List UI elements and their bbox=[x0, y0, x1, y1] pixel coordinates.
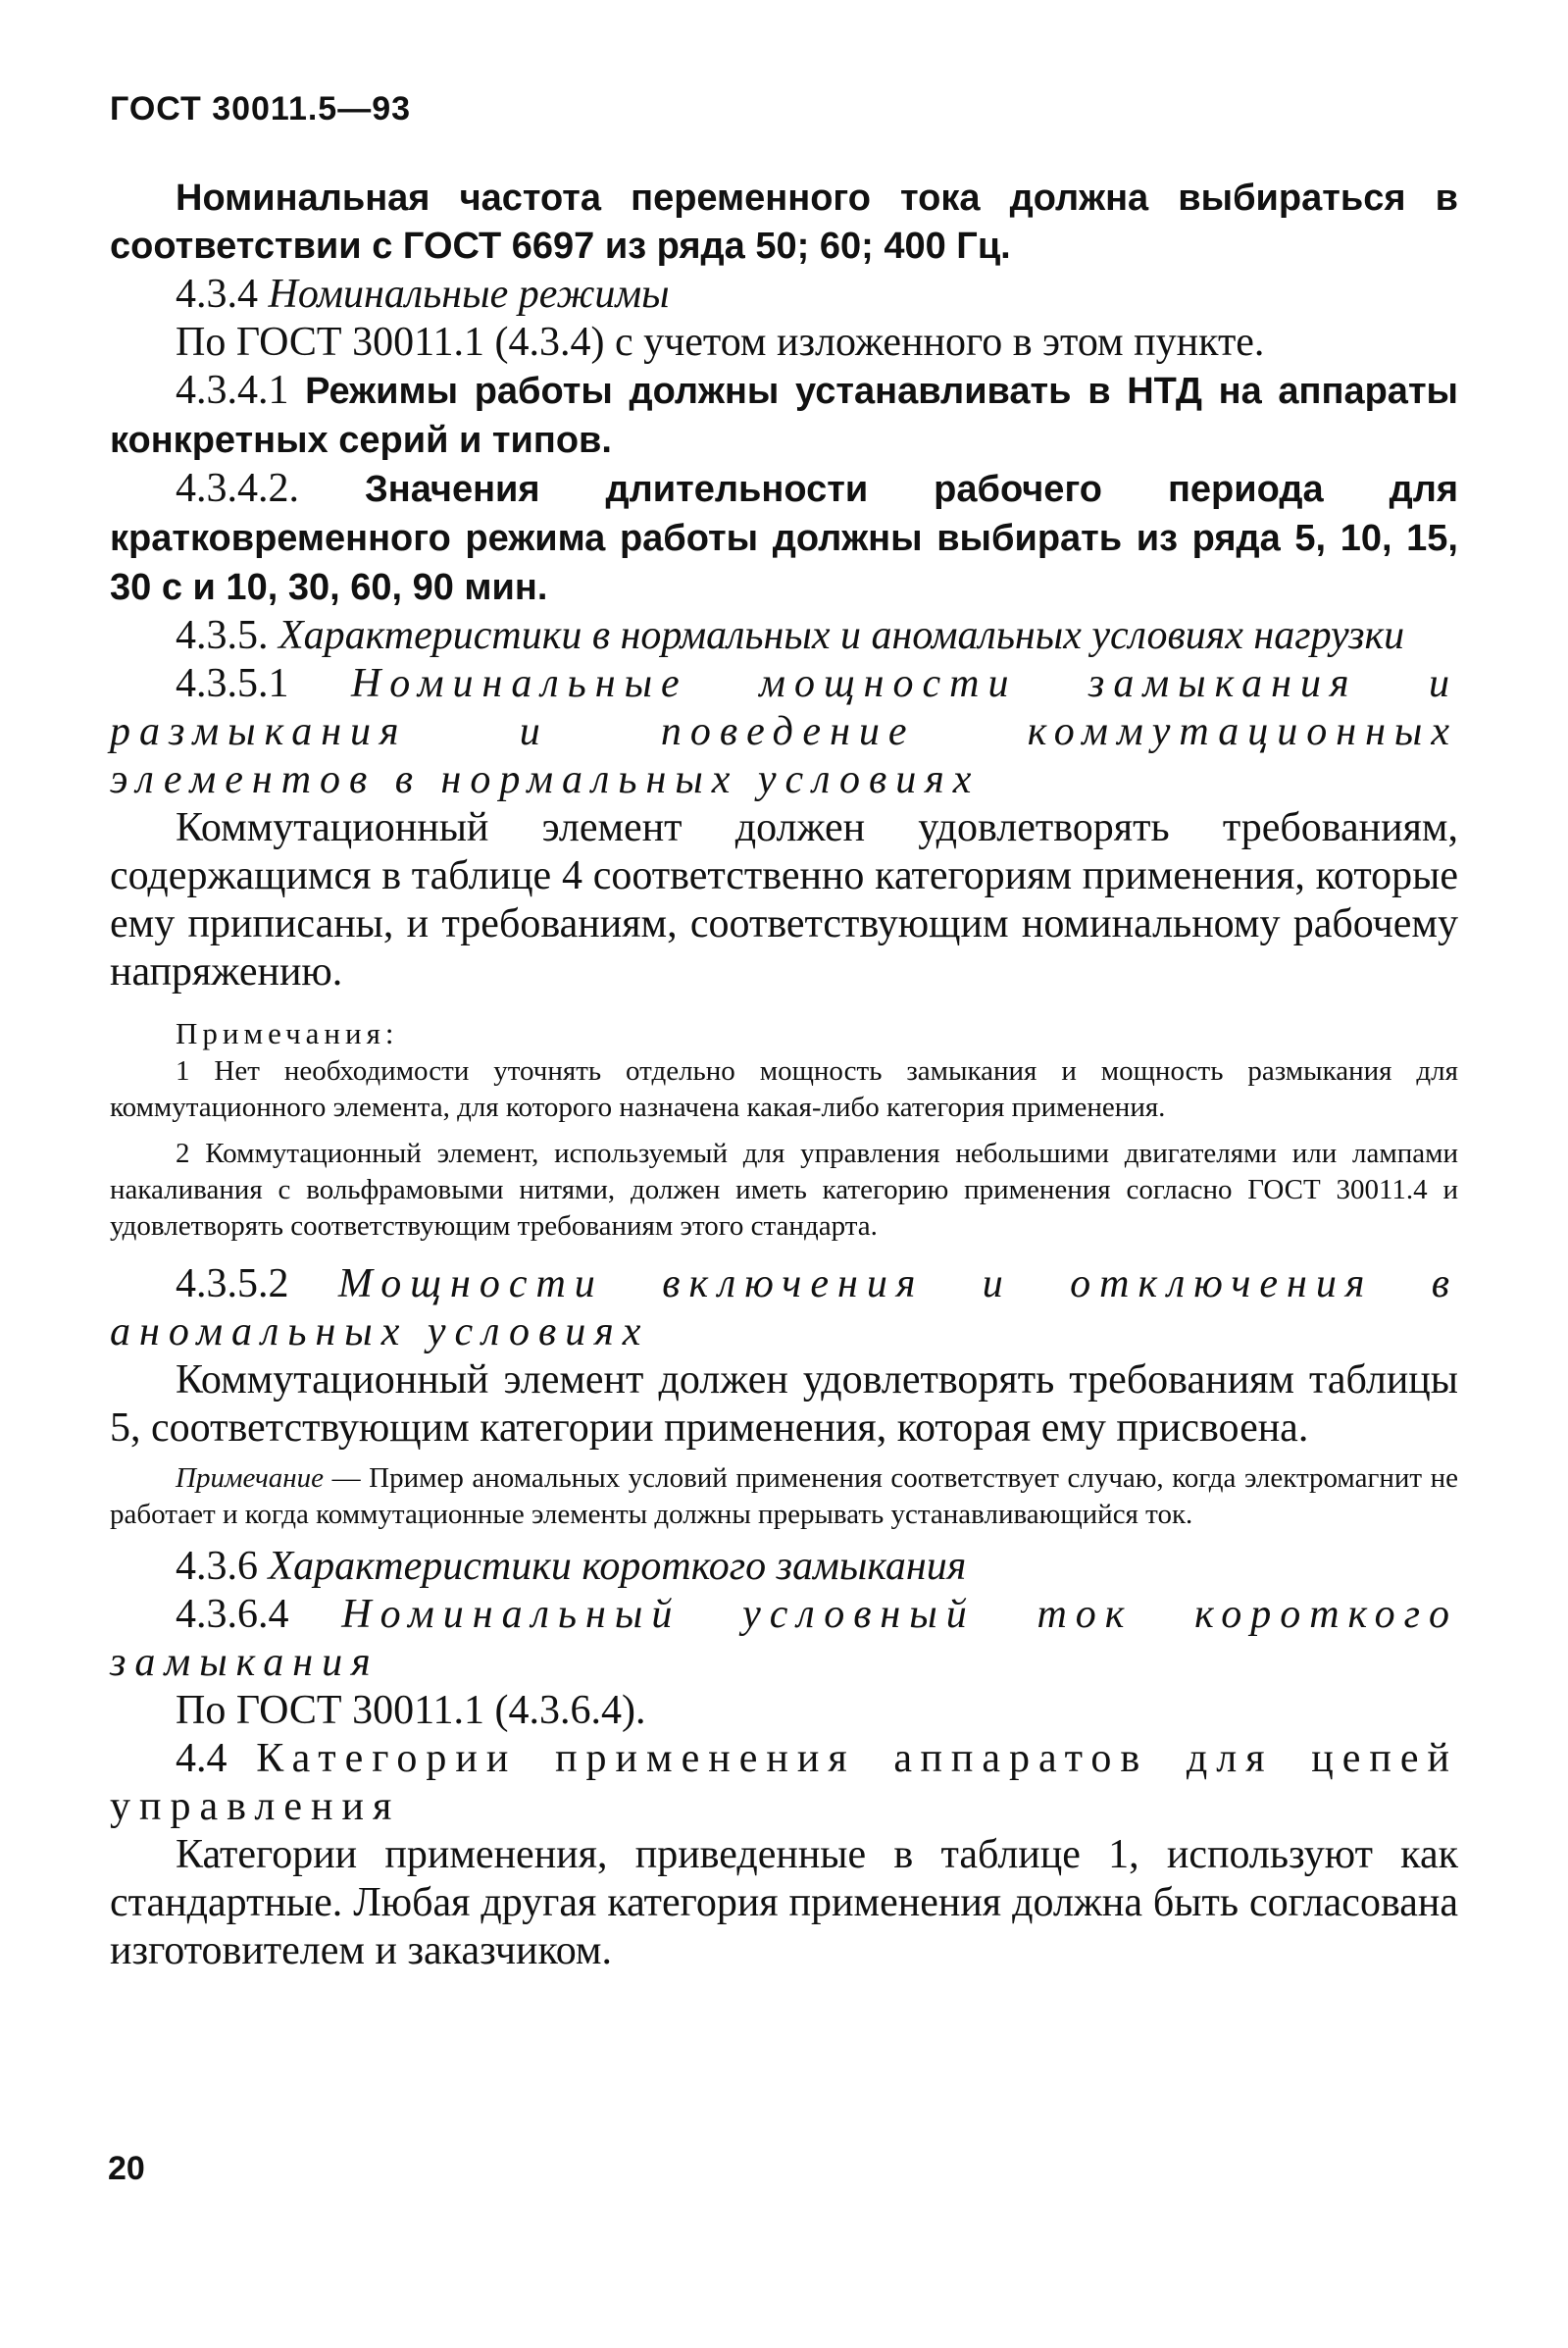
section-title: Номинальные режимы bbox=[268, 272, 670, 317]
section-number: 4.4 bbox=[176, 1736, 228, 1781]
section-4-3-5-2-heading bbox=[110, 1260, 1458, 1356]
section-title: Категории применения аппаратов для цепей управления bbox=[110, 1736, 1459, 1829]
note-1: 1 Нет необходимости уточнять отдельно мощность замыкания и мощность размыкания для коммутационного элемента, для которого назначена какая-либо категория применения. bbox=[110, 1055, 1458, 1123]
note-label: Примечание bbox=[176, 1462, 325, 1494]
section-4-3-5-heading bbox=[110, 612, 1458, 660]
paragraph-4-3-5-1-text: Коммутационный элемент должен удовлетворять требованиям, содержащимся в таблице 4 соответственно категориям применения, которые ему приписаны, и требованиям, соответствующим номинальному рабочему напряжению. bbox=[110, 805, 1458, 995]
section-4-3-5-1-heading bbox=[110, 660, 1458, 804]
section-number: 4.3.5.1 bbox=[176, 661, 289, 706]
notes-title: Примечания: bbox=[176, 1016, 399, 1050]
section-4-3-6-4-heading bbox=[110, 1591, 1458, 1687]
section-4-3-6-heading bbox=[110, 1543, 1458, 1591]
note-text: — Пример аномальных условий применения соответствует случаю, когда электромагнит не работает и когда коммутационные элементы должны прерывать устанавливающийся ток. bbox=[110, 1462, 1458, 1530]
section-number: 4.3.4 bbox=[176, 272, 258, 317]
page-number: 20 bbox=[108, 2150, 145, 2187]
note-3 bbox=[110, 1460, 1458, 1533]
note-2: 2 Коммутационный элемент, используемый для управления небольшими двигателями или лампами накаливания с вольфрамовыми нитями, должен иметь категорию применения согласно ГОСТ 30011.4 и удовлетворять соответствующим требованиям этого стандарта. bbox=[110, 1138, 1458, 1242]
section-text: Значения длительности рабочего периода для кратковременного режима работы должны выбирать из ряда 5, 10, 15, 30 с и 10, 30, 60, 90 мин. bbox=[110, 469, 1459, 608]
document-header: ГОСТ 30011.5—93 bbox=[110, 90, 412, 128]
section-number: 4.3.4.2. bbox=[176, 466, 299, 511]
section-4-3-4-2 bbox=[110, 465, 1458, 612]
paragraph-4-3-6-4-text: По ГОСТ 30011.1 (4.3.6.4). bbox=[176, 1688, 646, 1733]
paragraph-4-3-4-text: По ГОСТ 30011.1 (4.3.4) с учетом изложенного в этом пункте. bbox=[176, 320, 1265, 365]
section-title: Характеристики короткого замыкания bbox=[268, 1544, 967, 1589]
section-title: Мощности включения и отключения в аномальных условиях bbox=[110, 1261, 1459, 1354]
section-number: 4.3.5.2 bbox=[176, 1261, 289, 1306]
section-4-4-heading bbox=[110, 1735, 1458, 1831]
section-4-3-4-heading bbox=[110, 271, 1458, 319]
section-number: 4.3.6.4 bbox=[176, 1592, 289, 1637]
section-number: 4.3.4.1 bbox=[176, 368, 289, 413]
paragraph-4-3-5-2-text: Коммутационный элемент должен удовлетворять требованиям таблицы 5, соответствующим категории применения, которая ему присвоена. bbox=[110, 1357, 1458, 1451]
paragraph-4-4-text: Категории применения, приведенные в таблице 1, используют как стандартные. Любая другая категория применения должна быть согласована изготовителем и заказчиком. bbox=[110, 1832, 1458, 1973]
document-body bbox=[110, 175, 1458, 1975]
section-title: Номинальные мощности замыкания и размыкания и поведение коммутационных элементов в нормальных условиях bbox=[110, 661, 1458, 802]
section-text: Режимы работы должны устанавливать в НТД на аппараты конкретных серий и типов. bbox=[110, 371, 1459, 461]
section-number: 4.3.6 bbox=[176, 1544, 258, 1589]
paragraph-nominal-frequency: Номинальная частота переменного тока должна выбираться в соответствии с ГОСТ 6697 из ряда 50; 60; 400 Гц. bbox=[110, 178, 1458, 267]
section-title: Номинальный условный ток короткого замыкания bbox=[110, 1592, 1458, 1685]
section-title: Характеристики в нормальных и аномальных условиях нагрузки bbox=[278, 613, 1405, 658]
section-number: 4.3.5. bbox=[176, 613, 269, 658]
section-4-3-4-1 bbox=[110, 367, 1458, 465]
